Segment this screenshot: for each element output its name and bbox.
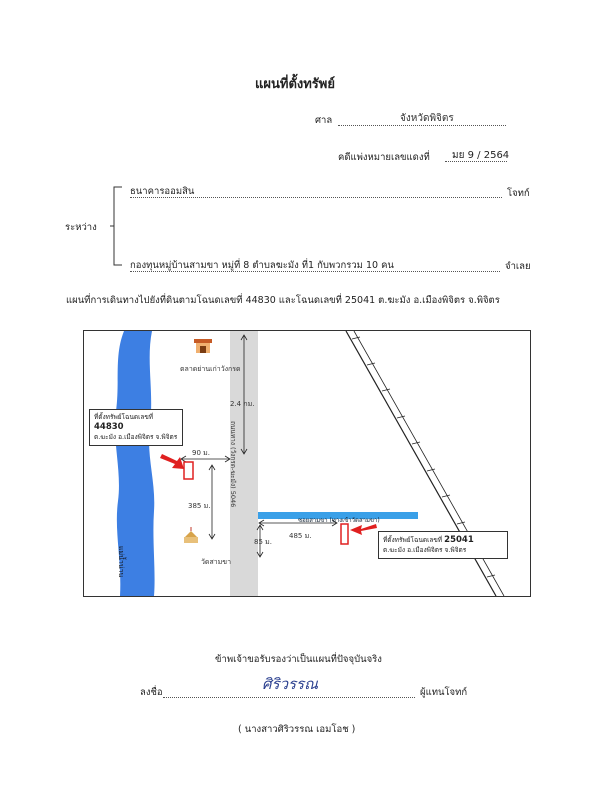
defendant-name: กองทุนหมู่บ้านสามขา หมู่ที่ 8 ตำบลฆะมัง ที่1 กับพวกรวม 10 คน	[130, 260, 394, 271]
plot2-caption: ที่ตั้งทรัพย์โฉนดเลขที่	[383, 536, 443, 544]
map-heading: แผนที่การเดินทางไปยังที่ดินตามโฉนดเลขที่ 44830 และโฉนดเลขที่ 25041 ต.ฆะมัง อ.เมืองพิจิตร จ.พิจิตร	[66, 295, 500, 306]
side-road-label: ซอยสามขา (ทางเข้าวัดสามขา)	[298, 517, 380, 524]
plot1-number: 44830	[94, 421, 124, 432]
signature: ศิริวรรณ	[262, 675, 319, 693]
case-label: คดีแพ่งหมายเลขแดงที่	[338, 152, 430, 163]
distance-85m: 85 ม.	[254, 538, 272, 546]
river-label: แม่น้ำน่าน	[117, 546, 125, 578]
market-icon	[194, 339, 212, 353]
plot1-caption: ที่ตั้งทรัพย์โฉนดเลขที่	[94, 413, 154, 421]
plot1-location: ต.ฆะมัง อ.เมืองพิจิตร จ.พิจิตร	[94, 433, 178, 442]
court-label: ศาล	[315, 115, 333, 126]
court-value: จังหวัดพิจิตร	[400, 113, 454, 124]
distance-90m: 90 ม.	[192, 449, 210, 457]
party-bracket	[110, 185, 124, 267]
certification-text: ข้าพเจ้าขอรับรองว่าเป็นแผนที่ปัจจุบันจริง	[215, 654, 382, 665]
plot2-arrow	[350, 524, 377, 535]
plot2-number: 25041	[444, 535, 474, 545]
defendant-line	[130, 271, 500, 272]
distance-485m: 485 ม.	[289, 532, 312, 540]
case-value: มย 9 / 2564	[452, 150, 510, 161]
distance-2-4km: 2.4 กม.	[230, 400, 255, 408]
plaintiff-line	[130, 197, 502, 198]
temple-icon	[184, 527, 198, 543]
signer-name: ( นางสาวศิริวรรณ เอมโอช )	[238, 724, 356, 735]
temple-label: วัดสามขา	[201, 558, 232, 566]
market-label: ตลาดย่านเก่าวังกรด	[180, 365, 241, 373]
plot1-marker	[184, 462, 193, 479]
plot1-arrow	[160, 454, 184, 469]
between-label: ระหว่าง	[65, 222, 97, 233]
plaintiff-name: ธนาคารออมสิน	[130, 186, 195, 197]
page-title: แผนที่ตั้งทรัพย์	[255, 77, 335, 92]
sign-role: ผู้แทนโจทก์	[420, 687, 468, 698]
plot2-marker	[341, 524, 348, 544]
sign-label: ลงชื่อ	[140, 687, 163, 698]
plot2-location: ต.ฆะมัง อ.เมืองพิจิตร จ.พิจิตร	[383, 546, 467, 555]
plaintiff-role: โจทก์	[507, 188, 530, 199]
defendant-role: จำเลย	[505, 261, 531, 272]
sign-line	[163, 697, 415, 698]
plot2-label-box	[378, 531, 508, 559]
plot1-label-box	[89, 409, 183, 446]
distance-385m: 385 ม.	[188, 502, 211, 510]
location-map	[83, 330, 531, 597]
main-road-label: ถนนทาง (วังกรด-ฆะมัง) 5046	[229, 421, 237, 508]
